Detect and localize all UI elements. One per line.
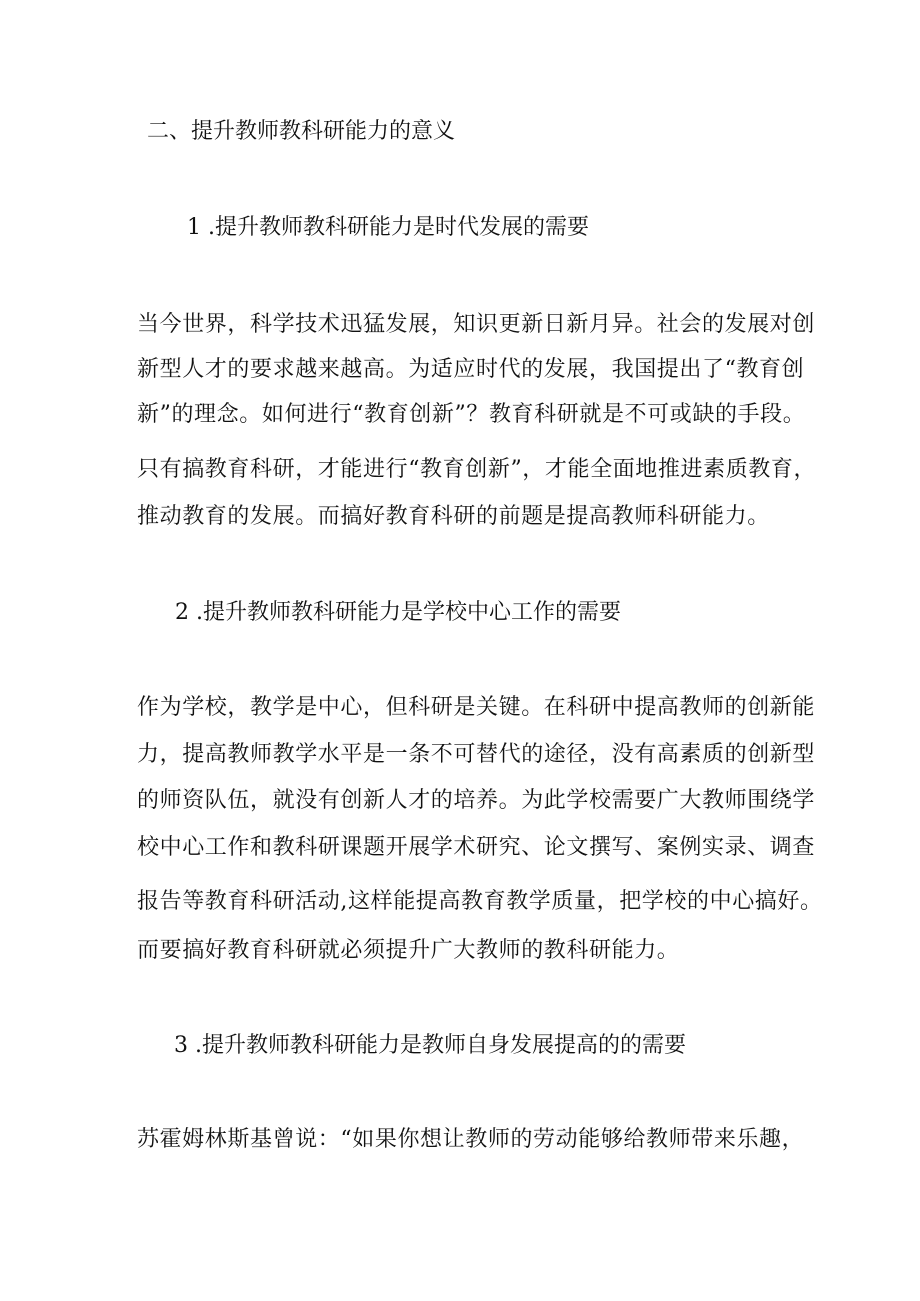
paragraph-line: 当今世界，科学技术迅猛发展，知识更新日新月异。社会的发展对创 — [137, 312, 816, 337]
paragraph-line: 力，提高教师教学水平是一条不可替代的途径，没有高素质的创新型 — [137, 742, 816, 767]
paragraph-line: 的师资队伍，就没有创新人才的培养。为此学校需要广大教师围绕学 — [137, 788, 816, 813]
paragraph-line: 而要搞好教育科研就必须提升广大教师的教科研能力。 — [137, 938, 680, 963]
subheading-3: 3 .提升教师教科研能力是教师自身发展提高的的需要 — [174, 1033, 686, 1058]
paragraph-line: 苏霍姆林斯基曾说：“如果你想让教师的劳动能够给教师带来乐趣， — [137, 1127, 805, 1152]
paragraph-line: 新型人才的要求越来越高。为适应时代的发展，我国提出了“教育创 — [137, 357, 805, 382]
section-title: 二、提升教师教科研能力的意义 — [147, 119, 456, 144]
paragraph-line: 作为学校，教学是中心，但科研是关键。在科研中提高教师的创新能 — [137, 695, 816, 720]
paragraph-line: 报告等教育科研活动,这样能提高教育教学质量，把学校的中心搞好。 — [137, 889, 823, 914]
paragraph-line: 只有搞教育科研，才能进行“教育创新”，才能全面地推进素质教育， — [137, 457, 817, 482]
paragraph-line: 推动教育的发展。而搞好教育科研的前题是提高教师科研能力。 — [137, 504, 770, 529]
paragraph-line: 新”的理念。如何进行“教育创新”？教育科研就是不可或缺的手段。 — [137, 402, 806, 427]
paragraph-line: 校中心工作和教科研课题开展学术研究、论文撰写、案例实录、调查 — [137, 835, 816, 860]
subheading-1: 1 .提升教师教科研能力是时代发展的需要 — [187, 215, 589, 240]
subheading-2: 2 .提升教师教科研能力是学校中心工作的需要 — [175, 600, 621, 625]
